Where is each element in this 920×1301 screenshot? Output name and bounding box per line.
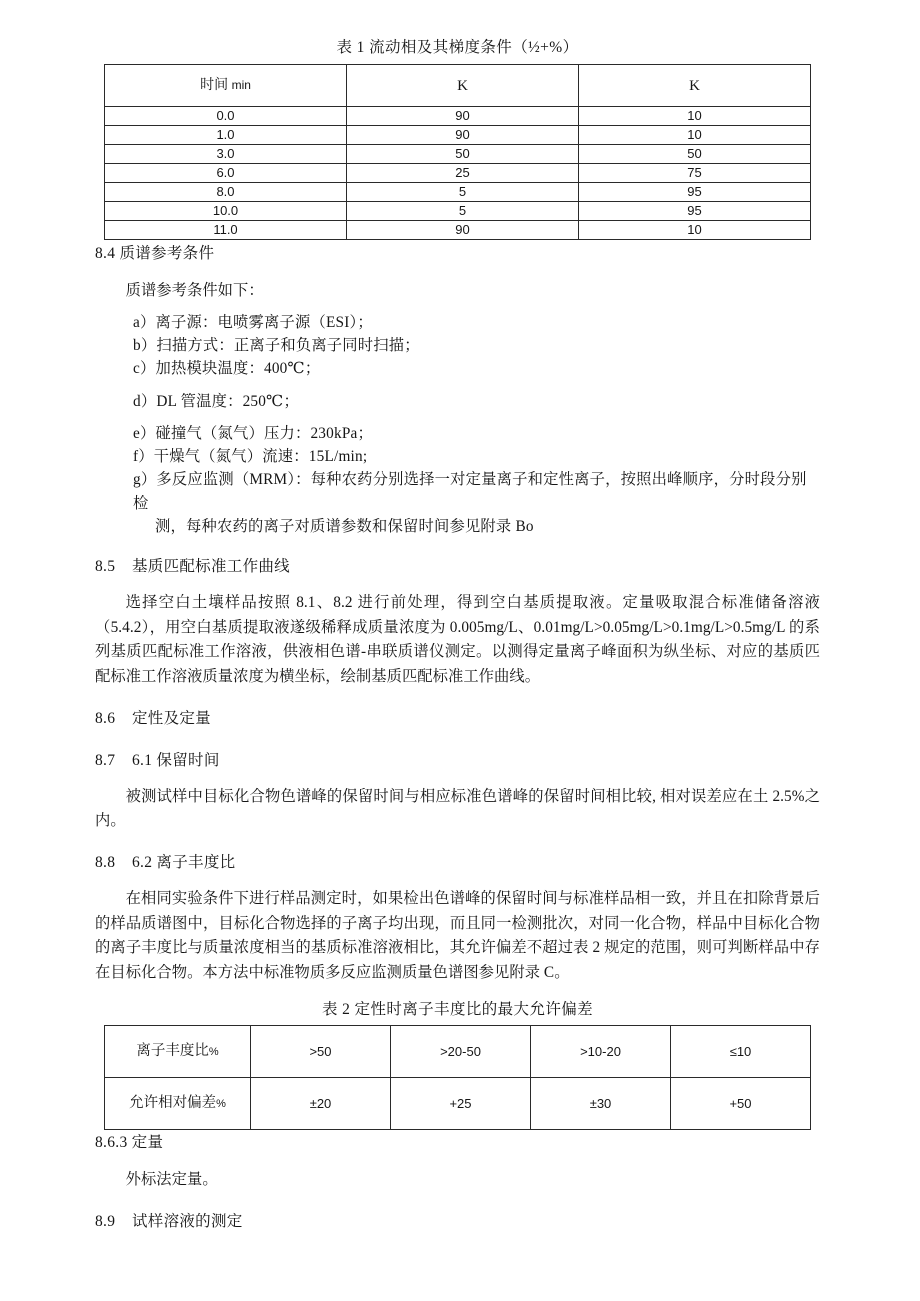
table1-cell-k2: 10 [579,107,811,126]
table2-cell: >50 [251,1026,391,1078]
table-row [105,164,811,183]
table1-cell-k2: 95 [579,202,811,221]
heading-8-6: 8.6 定性及定量 [95,709,211,727]
table1-cell-k2: 10 [579,221,811,240]
heading-8-6-3: 8.6.3 定量 [95,1134,164,1152]
table-row [105,126,811,145]
table1-cell-time: 11.0 [105,221,347,240]
list-item: f）干燥气（氮气）流速：15L/min; [133,448,368,466]
paragraph-8-8: 在相同实验条件下进行样品测定时，如果检出色谱峰的保留时间与标准样品相一致，并且在扣除背景后的样品质谱图中，目标化合物选择的子离子均出现，而且同一检测批次，对同一化合物，样品中目标化合物的离子丰度比与质量浓度相当的基质标准溶液相比，其允许偏差不超过表 2 规定的范围，则可判断样品中存在目标化合物。本方法中标准物质多反应监测质量色谱图参见附录 C。 [95,889,820,982]
table1-cell-k1: 25 [347,164,579,183]
table2-rowhead-deviation: 允许相对偏差% [105,1078,251,1130]
list-item-mrm-line2: 测，每种农药的离子对质谱参数和保留时间参见附录 Bo [155,517,534,535]
table1-cell-k2: 10 [579,126,811,145]
list-item: a）离子源：电喷雾离子源（ESI）； [133,313,373,331]
paragraph-8-5: 选择空白土壤样品按照 8.1、8.2 进行前处理，得到空白基质提取液。定量吸取混合标准储备溶液（5.4.2），用空白基质提取液遂级稀释成质量浓度为 0.005mg/L、0.01mg/L>0.05mg/L>0.1mg/L>0.5mg/L 的系列基质匹配标准工作溶液，供液相色谱-串联质谱仪测定。以测得定量离子峰面积为纵坐标、对应的基质匹配标准工作溶液质量浓度为横坐标，绘制基质匹配标准工作曲线。 [95,593,820,686]
table1-cell-k1: 50 [347,145,579,164]
table1-cell-k1: 90 [347,107,579,126]
heading-8-9: 8.9 试样溶液的测定 [95,1212,243,1230]
table1-cell-k1: 90 [347,221,579,240]
heading-8-8: 8.8 6.2 离子丰度比 [95,854,236,872]
table2-cell: ≤10 [671,1026,811,1078]
table-row [105,1078,811,1130]
table1-header-row [105,65,811,107]
table1-header-time: 时间 min [105,65,347,107]
table-row [105,145,811,164]
table2-rowhead-ratio: 离子丰度比% [105,1026,251,1078]
table1-cell-time: 10.0 [105,202,347,221]
table-row [105,183,811,202]
table1-cell-k1: 90 [347,126,579,145]
heading-8-4: 8.4 质谱参考条件 [95,245,215,263]
paragraph-8-7: 被测试样中目标化合物色谱峰的保留时间与相应标准色谱峰的保留时间相比较, 相对误差应在土 2.5%之内。 [95,787,820,830]
table2-cell: >10-20 [531,1026,671,1078]
table1-header-k1: K [347,65,579,107]
table1-cell-k2: 95 [579,183,811,202]
table1-cell-k2: 50 [579,145,811,164]
list-item: b）扫描方式：正离子和负离子同时扫描； [133,337,420,355]
table1-cell-k1: 5 [347,202,579,221]
paragraph-8-6-3: 外标法定量。 [125,1170,218,1188]
table2-caption: 表 2 定性时离子丰度比的最大允许偏差 [321,1000,594,1018]
table1-caption: 表 1 流动相及其梯度条件（½+%） [336,39,579,56]
list-item: d）DL 管温度：250℃； [133,392,299,410]
list-ms-conditions [95,311,820,538]
table1-cell-time: 3.0 [105,145,347,164]
table1-cell-time: 6.0 [105,164,347,183]
table1-cell-time: 0.0 [105,107,347,126]
table-row [105,202,811,221]
table2-cell: >20-50 [391,1026,531,1078]
list-item-mrm-line1: g）多反应监测（MRM）：每种农药分别选择一对定量离子和定性离子，按照出峰顺序，分时段分别检 [133,471,807,512]
table1-cell-time: 8.0 [105,183,347,202]
table1-cell-k1: 5 [347,183,579,202]
table1-cell-k2: 75 [579,164,811,183]
table-row [105,221,811,240]
list-item: c）加热模块温度：400℃； [133,360,321,378]
heading-8-5: 8.5 基质匹配标准工作曲线 [95,558,290,576]
table2-cell: ±20 [251,1078,391,1130]
heading-8-7: 8.7 6.1 保留时间 [95,751,220,769]
table2-cell: +25 [391,1078,531,1130]
list-item: e）碰撞气（氮气）压力：230kPa； [133,424,374,442]
paragraph-8-4-lead: 质谱参考条件如下： [125,282,264,300]
table-mobile-phase-gradient [104,64,811,240]
table-row [105,107,811,126]
table-ion-ratio-tolerance [104,1025,811,1130]
table2-cell: ±30 [531,1078,671,1130]
list-item-mrm [95,468,820,538]
table2-cell: +50 [671,1078,811,1130]
table1-header-k2: K [579,65,811,107]
table-row [105,1026,811,1078]
table1-cell-time: 1.0 [105,126,347,145]
